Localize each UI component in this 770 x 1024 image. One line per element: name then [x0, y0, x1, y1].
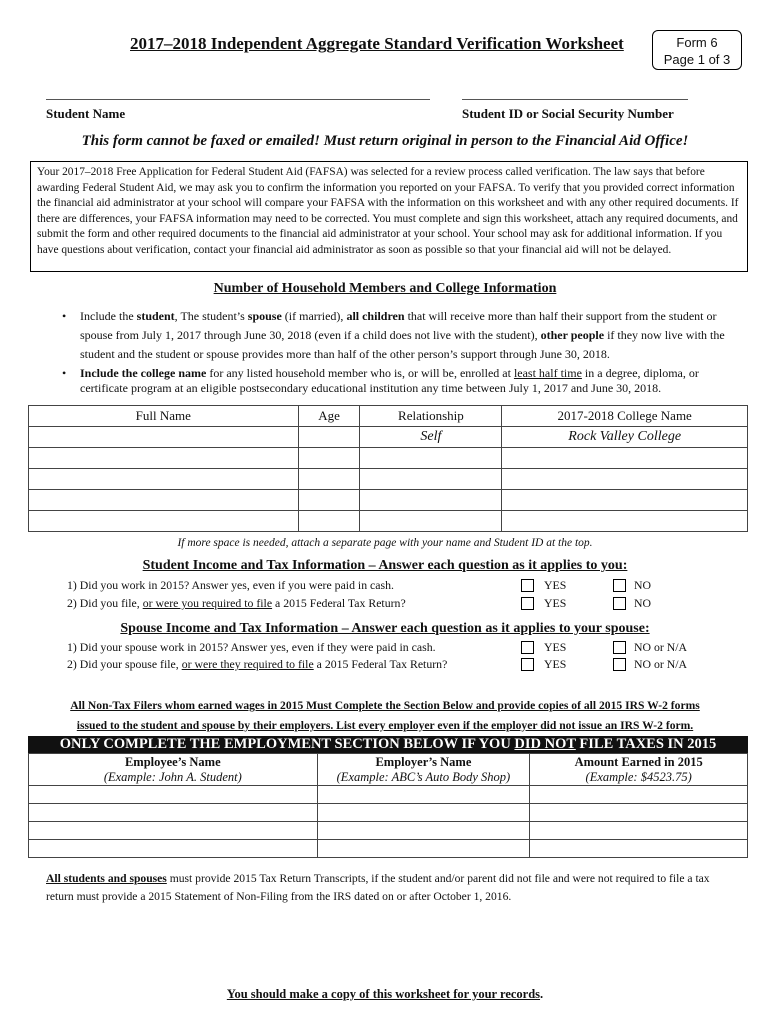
student-id-label: Student ID or Social Security Number [462, 106, 674, 121]
col-relationship: Relationship [360, 406, 502, 427]
student-q2-yes-checkbox[interactable] [521, 597, 534, 610]
full-name-cell[interactable] [29, 511, 299, 532]
table-row [29, 804, 748, 822]
student-name-line[interactable] [46, 99, 430, 100]
employer-name-cell[interactable] [317, 804, 530, 822]
college-name-cell[interactable]: Rock Valley College [502, 427, 748, 448]
student-question-2: 2) Did you file, or were you required to file a 2015 Federal Tax Return? [67, 596, 406, 610]
amount-earned-cell[interactable] [530, 840, 748, 858]
spouse-q1-no-checkbox[interactable] [613, 641, 626, 654]
household-heading: Number of Household Members and College Information [213, 281, 557, 296]
col-full-name: Full Name [29, 406, 299, 427]
non-tax-filer-notice [0, 696, 770, 736]
non-tax-line-2: issued to the student and spouse by their employers. List every employer even if the employer did not issue an IRS W-2 form. [76, 719, 694, 732]
spouse-q2-yes-checkbox[interactable] [521, 658, 534, 671]
employment-section-banner: ONLY COMPLETE THE EMPLOYMENT SECTION BELOW IF YOU DID NOT FILE TAXES IN 2015 [28, 736, 748, 753]
transcript-requirement: All students and spouses must provide 2015 Tax Return Transcripts, if the student and/or parent did not file and were not required to file a tax return must provide a 2015 Statement of Non-Filing from the IRS dated on or after October 1, 2016. [46, 872, 710, 903]
table-row [29, 448, 748, 469]
student-q1-no-checkbox[interactable] [613, 579, 626, 592]
page-label: Page 1 of 3 [663, 52, 731, 67]
spouse-q2-no-label: NO or N/A [634, 657, 688, 671]
page-title: 2017–2018 Independent Aggregate Standard Verification Worksheet [130, 34, 624, 53]
amount-earned-cell[interactable] [530, 786, 748, 804]
spouse-q1-no-label: NO or N/A [634, 640, 688, 654]
spouse-q2-yes-label: YES [544, 657, 567, 671]
spouse-question-1: 1) Did your spouse work in 2015? Answer yes, even if they were paid in cash. [67, 640, 436, 654]
relationship-cell[interactable] [360, 490, 502, 511]
spouse-q2-no-checkbox[interactable] [613, 658, 626, 671]
col-amount-earned: Amount Earned in 2015 (Example: $4523.75) [530, 754, 748, 786]
employment-table [28, 753, 748, 858]
col-employee-name: Employee’s Name (Example: John A. Student) [29, 754, 318, 786]
student-q2-yes-label: YES [544, 596, 567, 610]
relationship-cell[interactable] [360, 469, 502, 490]
employer-name-cell[interactable] [317, 840, 530, 858]
spouse-income-heading: Spouse Income and Tax Information – Answer each question as it applies to your spouse: [120, 621, 650, 636]
amount-earned-cell[interactable] [530, 804, 748, 822]
col-age: Age [298, 406, 360, 427]
spouse-q1-yes-label: YES [544, 640, 567, 654]
table-row [29, 427, 748, 448]
college-name-cell[interactable] [502, 511, 748, 532]
student-id-line[interactable] [462, 99, 688, 100]
relationship-cell[interactable] [360, 511, 502, 532]
employer-name-cell[interactable] [317, 786, 530, 804]
age-cell[interactable] [298, 448, 360, 469]
student-q1-yes-label: YES [544, 578, 567, 592]
form-number-box [652, 30, 742, 70]
student-name-label: Student Name [46, 106, 126, 121]
age-cell[interactable] [298, 469, 360, 490]
full-name-cell[interactable] [29, 448, 299, 469]
relationship-cell[interactable]: Self [360, 427, 502, 448]
relationship-cell[interactable] [360, 448, 502, 469]
employee-name-cell[interactable] [29, 822, 318, 840]
employment-table-header [29, 754, 748, 786]
table-row [29, 840, 748, 858]
non-tax-line-1: All Non-Tax Filers whom earned wages in 2015 Must Complete the Section Below and provide copies of all 2015 IRS W-2 forms [70, 699, 700, 712]
col-employer-name: Employer’s Name (Example: ABC’s Auto Body Shop) [317, 754, 530, 786]
full-name-cell[interactable] [29, 427, 299, 448]
copy-reminder: You should make a copy of this worksheet for your records. [226, 987, 544, 1001]
full-name-cell[interactable] [29, 469, 299, 490]
student-q1-no-label: NO [634, 578, 652, 592]
table-row [29, 786, 748, 804]
student-q2-no-label: NO [634, 596, 652, 610]
household-table [28, 405, 748, 532]
full-name-cell[interactable] [29, 490, 299, 511]
student-income-heading: Student Income and Tax Information – Answer each question as it applies to you: [142, 558, 628, 573]
extra-space-note: If more space is needed, attach a separate page with your name and Student ID at the top. [177, 537, 593, 549]
instruction-bullet-college: • Include the college name for any listed household member who is, or will be, enrolled at least half time in a degree, diploma, or certificate program at an eligible postsecondary educational institution any time between July 1, 2017 and June 30, 2018. [56, 366, 736, 396]
spouse-q1-yes-checkbox[interactable] [521, 641, 534, 654]
employer-name-cell[interactable] [317, 822, 530, 840]
table-row [29, 822, 748, 840]
table-row [29, 511, 748, 532]
household-instructions [56, 307, 736, 396]
form-label: Form 6 [676, 35, 718, 50]
college-name-cell[interactable] [502, 448, 748, 469]
amount-earned-cell[interactable] [530, 822, 748, 840]
submission-warning: This form cannot be faxed or emailed! Must return original in person to the Financial Aid Office! [81, 133, 689, 149]
college-name-cell[interactable] [502, 469, 748, 490]
intro-text-box: Your 2017–2018 Free Application for Federal Student Aid (FAFSA) was selected for a review process called verification. The law says that before awarding Federal Student Aid, we may ask you to confirm the information you reported on your FAFSA. To verify that you provided correct information the financial aid administrator at your school will compare your FAFSA with the information on this worksheet and with any other required documents. If there are differences, your FAFSA information may need to be corrected. You must complete and sign this worksheet, attach any required documents, and submit the form and other required documents to the financial aid administrator at your school. Your school may ask for additional information. If you have questions about verification, contact your financial aid administrator as soon as possible so that your financial aid will not be delayed. [30, 161, 748, 272]
table-row [29, 469, 748, 490]
employee-name-cell[interactable] [29, 786, 318, 804]
age-cell[interactable] [298, 511, 360, 532]
employee-name-cell[interactable] [29, 804, 318, 822]
household-table-header [29, 406, 748, 427]
employee-name-cell[interactable] [29, 840, 318, 858]
student-q1-yes-checkbox[interactable] [521, 579, 534, 592]
age-cell[interactable] [298, 490, 360, 511]
age-cell[interactable] [298, 427, 360, 448]
student-question-1: 1) Did you work in 2015? Answer yes, even if you were paid in cash. [67, 578, 394, 592]
college-name-cell[interactable] [502, 490, 748, 511]
student-q2-no-checkbox[interactable] [613, 597, 626, 610]
table-row [29, 490, 748, 511]
col-college-name: 2017-2018 College Name [502, 406, 748, 427]
instruction-bullet-household: • Include the student, The student’s spouse (if married), all children that will receive more than half their support from the student or spouse from July 1, 2017 through June 30, 2018 (even if a child does not live with the student), other people if they now live with the student and the student or spouse provides more than half of the other person’s support through June 30, 2018. [56, 307, 736, 364]
spouse-question-2: 2) Did your spouse file, or were they required to file a 2015 Federal Tax Return? [67, 657, 448, 671]
